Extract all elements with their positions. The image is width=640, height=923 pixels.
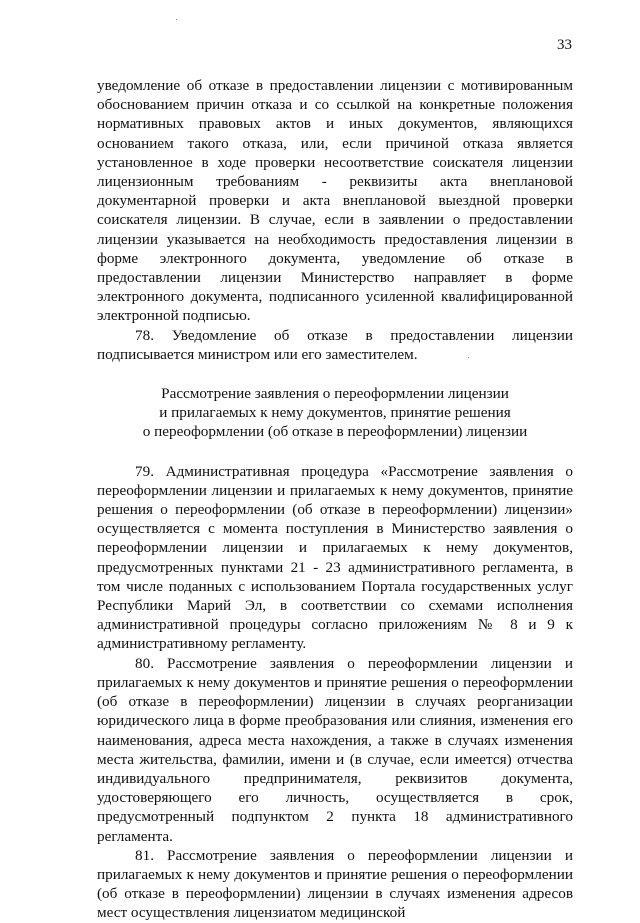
page-number: 33 xyxy=(557,37,572,53)
scan-speck xyxy=(176,19,177,20)
section-heading-line: о переоформлении (об отказе в переоформлении) лицензии xyxy=(142,423,528,441)
document-body xyxy=(97,76,573,923)
paragraph-79: 79. Административная процедура «Рассмотрение заявления о переоформлении лицензии и прилагаемых к нему документов, принятие решения о переоформлении (об отказе в переоформлении) лицензии» осуществляется с момента поступления в Министерство заявления о переоформлении лицензии и прилагаемых к нему документов, предусмотренных пунктами 21 - 23 административного регламента, в том числе поданных с использованием Портала государственных услуг Республики Марий Эл, в соответствии со схемами исполнения административной процедуры согласно приложениям № 8 и 9 к административному регламенту. xyxy=(97,462,573,653)
paragraph-78: 78. Уведомление об отказе в предоставлении лицензии подписывается министром или его заместителем. xyxy=(97,326,573,363)
section-heading-line: и прилагаемых к нему документов, принятие решения xyxy=(159,404,511,422)
section-heading xyxy=(97,384,573,442)
paragraph-81: 81. Рассмотрение заявления о переоформлении лицензии и прилагаемых к нему документов и принятие решения о переоформлении (об отказе в переоформлении) лицензии в случаях изменения адресов мест осуществления лицензиатом медицинской xyxy=(97,846,573,922)
paragraph-80: 80. Рассмотрение заявления о переоформлении лицензии и прилагаемых к нему документов и принятие решения о переоформлении (об отказе в переоформлении) лицензии в случаях реорганизации юридического лица в форме преобразования или слияния, изменения его наименования, адреса места нахождения, а также в случаях изменения места жительства, фамилии, имени и (в случае, если имеется) отчества индивидуального предпринимателя, реквизитов документа, удостоверяющего его личность, осуществляется в срок, предусмотренный подпунктом 2 пункта 18 административного регламента. xyxy=(97,654,573,845)
paragraph-intro: уведомление об отказе в предоставлении лицензии с мотивированным обоснованием причин отказа и со ссылкой на конкретные положения нормативных правовых актов и иных документов, являющихся основанием такого отказа, или, если причиной отказа является установленное в ходе проверки несоответствие соискателя лицензии лицензионным требованиям - реквизиты акта внеплановой документарной проверки и акта внеплановой выездной проверки соискателя лицензии. В случае, если в заявлении о предоставлении лицензии указывается на необходимость предоставления лицензии в форме электронного документа, уведомление об отказе в предоставлении лицензии Министерство направляет в форме электронного документа, подписанного усиленной квалифицированной электронной подписью. xyxy=(97,77,573,325)
section-heading-line: Рассмотрение заявления о переоформлении лицензии xyxy=(161,385,509,403)
